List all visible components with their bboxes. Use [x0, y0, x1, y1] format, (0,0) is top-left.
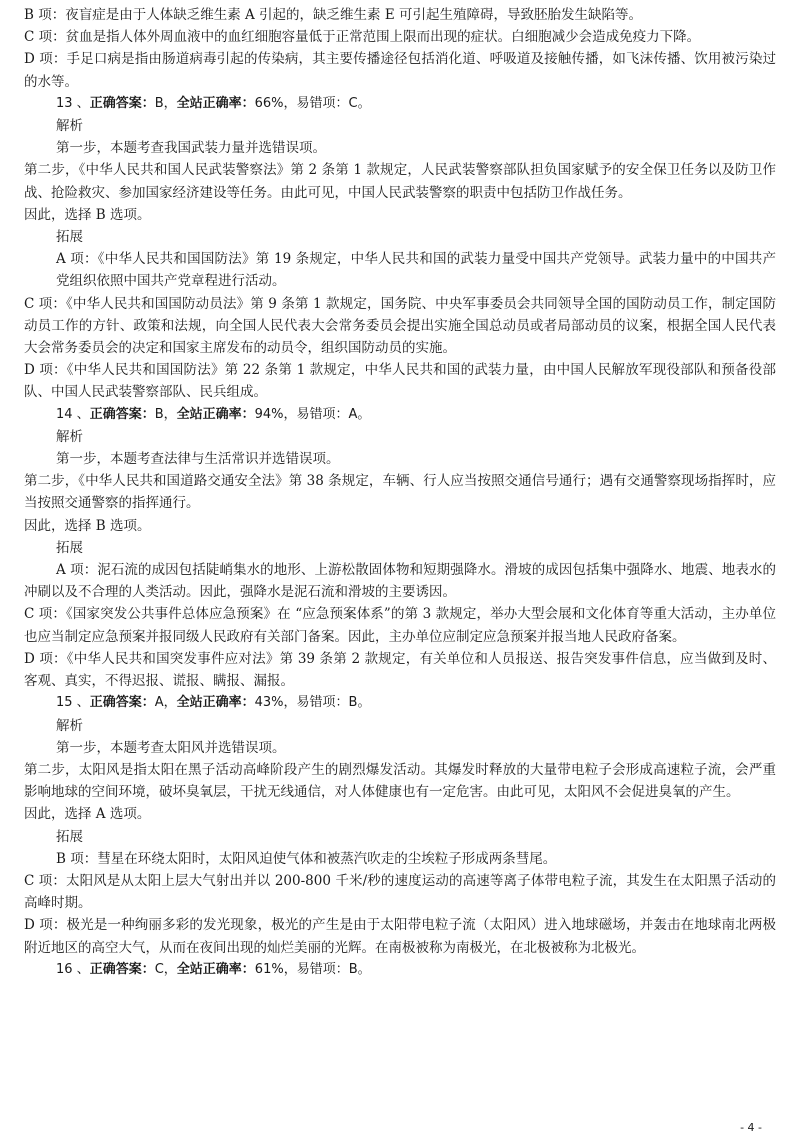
q12-option-c: C 项：贫血是指人体外周血液中的血红细胞容量低于正常范围上限而出现的症状。白细胞减少会造成免疫力下降。 [24, 29, 701, 46]
q13-option-d: D 项：《中华人民共和国国防法》第 22 条第 1 款规定，中华人民共和国的武装力量，由中国人民解放军现役部队和预备役部队、中国人民武装警察部队、民兵组成。 [24, 362, 776, 401]
q16-number: 16 、 [56, 961, 90, 977]
q16-answer-value: C， [154, 961, 177, 977]
q15-rate-label: 全站正确率： [176, 695, 255, 711]
q13-analysis-heading: 解析 [56, 118, 83, 135]
q13-rate-label: 全站正确率： [176, 95, 255, 111]
q14-analysis-heading: 解析 [56, 428, 83, 445]
q14-rate-value: 94%，易错项：A。 [254, 406, 371, 422]
q13-extension-heading: 拓展 [56, 229, 83, 246]
q13-step1: 第一步，本题考查我国武装力量并选错误项。 [56, 140, 326, 157]
q13-option-c: C 项：《中华人民共和国国防动员法》第 9 条第 1 款规定，国务院、中央军事委员会共同领导全国的国防动员工作，制定国防动员工作的方针、政策和法规，向全国人民代表大会常务委员会提出实施全国总动员或者局部动员的议案，根据全国人民代表大会常务委员会的决定和国家主席发布的动员令，组织国防动员的实施。 [24, 295, 776, 357]
q14-option-c: C 项：《国家突发公共事件总体应急预案》在 “应急预案体系”的第 3 款规定，举办大型会展和文化体育等重大活动，主办单位也应当制定应急预案并报同级人民政府有关部门备案。因此，主办单位应制定应急预案并报当地人民政府备案。 [24, 606, 776, 645]
q13-answer-value: B， [154, 95, 177, 111]
q13-answer-label: 正确答案： [89, 95, 155, 111]
q15-option-d: D 项：极光是一种绚丽多彩的发光现象，极光的产生是由于太阳带电粒子流（太阳风）进入地球磁场，并轰击在地球南北两极附近地区的高空大气，从而在夜间出现的灿烂美丽的光辉。在南极被称为南极光，在北极被称为北极光。 [24, 917, 776, 956]
q15-analysis-heading: 解析 [56, 717, 83, 734]
q15-answer-label: 正确答案： [89, 695, 155, 711]
q16-answer-line [24, 959, 776, 981]
q14-extension-heading: 拓展 [56, 539, 83, 556]
q15-rate-value: 43%，易错项：B。 [254, 695, 371, 711]
q13-option-a: A 项：《中华人民共和国国防法》第 19 条规定，中华人民共和国的武装力量受中国共产党领导。武装力量中的中国共产党组织依照中国共产党章程进行活动。 [56, 251, 776, 290]
q13-conclusion: 因此，选择 B 选项。 [24, 206, 151, 223]
q14-answer-label: 正确答案： [89, 406, 155, 422]
q13-answer-line [24, 93, 776, 115]
q14-option-a: A 项：泥石流的成因包括陡峭集水的地形、上游松散固体物和短期强降水。滑坡的成因包括集中强降水、地震、地表水的冲刷以及不合理的人类活动。因此，强降水是泥石流和滑坡的主要诱因。 [24, 562, 776, 601]
q14-option-d: D 项：《中华人民共和国突发事件应对法》第 39 条第 2 款规定，有关单位和人员报送、报告突发事件信息，应当做到及时、客观、真实，不得迟报、谎报、瞒报、漏报。 [24, 650, 776, 690]
q14-number: 14 、 [56, 406, 90, 422]
q13-number: 13 、 [56, 95, 90, 111]
q15-answer-line [24, 692, 776, 714]
q15-extension-heading: 拓展 [56, 828, 83, 845]
q15-option-b: B 项：彗星在环绕太阳时，太阳风迫使气体和被蒸汽吹走的尘埃粒子形成两条彗尾。 [56, 850, 557, 867]
page-number: - 4 - [740, 1121, 762, 1134]
q15-step2: 第二步，太阳风是指太阳在黑子活动高峰阶段产生的剧烈爆发活动。其爆发时释放的大量带电粒子会形成高速粒子流，会严重影响地球的空间环境，破坏臭氧层，干扰无线通信，对人体健康也有一定危害。由此可见，太阳风不会促进臭氧的产生。 [24, 761, 776, 801]
q15-conclusion: 因此，选择 A 选项。 [24, 806, 151, 823]
q14-conclusion: 因此，选择 B 选项。 [24, 517, 151, 534]
q14-step2: 第二步，《中华人民共和国道路交通安全法》第 38 条规定，车辆、行人应当按照交通信号通行；遇有交通警察现场指挥时，应当按照交通警察的指挥通行。 [24, 473, 776, 512]
q14-answer-line [24, 404, 776, 426]
q15-answer-value: A， [154, 695, 177, 711]
q15-option-c: C 项：太阳风是从太阳上层大气射出并以 200-800 千米/秒的速度运动的高速等离子体带电粒子流，其发生在太阳黑子活动的高峰时期。 [24, 872, 776, 912]
q12-option-d: D 项：手足口病是指由肠道病毒引起的传染病，其主要传播途径包括消化道、呼吸道及接触传播，如飞沫传播、饮用被污染过的水等。 [24, 51, 776, 90]
q13-rate-value: 66%，易错项：C。 [254, 95, 371, 111]
q16-rate-value: 61%，易错项：B。 [254, 961, 371, 977]
q13-step2: 第二步，《中华人民共和国人民武装警察法》第 2 条第 1 款规定，人民武装警察部队担负国家赋予的安全保卫任务以及防卫作战、抢险救灾、参加国家经济建设等任务。由此可见，中国人民武装警察的职责中包括防卫作战任务。 [24, 162, 776, 201]
q16-answer-label: 正确答案： [89, 961, 155, 977]
q15-number: 15 、 [56, 695, 90, 711]
q14-step1: 第一步，本题考查法律与生活常识并选错误项。 [56, 451, 340, 468]
q16-rate-label: 全站正确率： [176, 961, 255, 977]
q14-answer-value: B， [154, 406, 177, 422]
document-body [24, 4, 776, 981]
q12-option-b: B 项：夜盲症是由于人体缺乏维生素 A 引起的，缺乏维生素 E 可引起生殖障碍，导致胚胎发生缺陷等。 [24, 7, 642, 23]
q14-rate-label: 全站正确率： [176, 406, 255, 422]
q15-step1: 第一步，本题考查太阳风并选错误项。 [56, 739, 286, 756]
